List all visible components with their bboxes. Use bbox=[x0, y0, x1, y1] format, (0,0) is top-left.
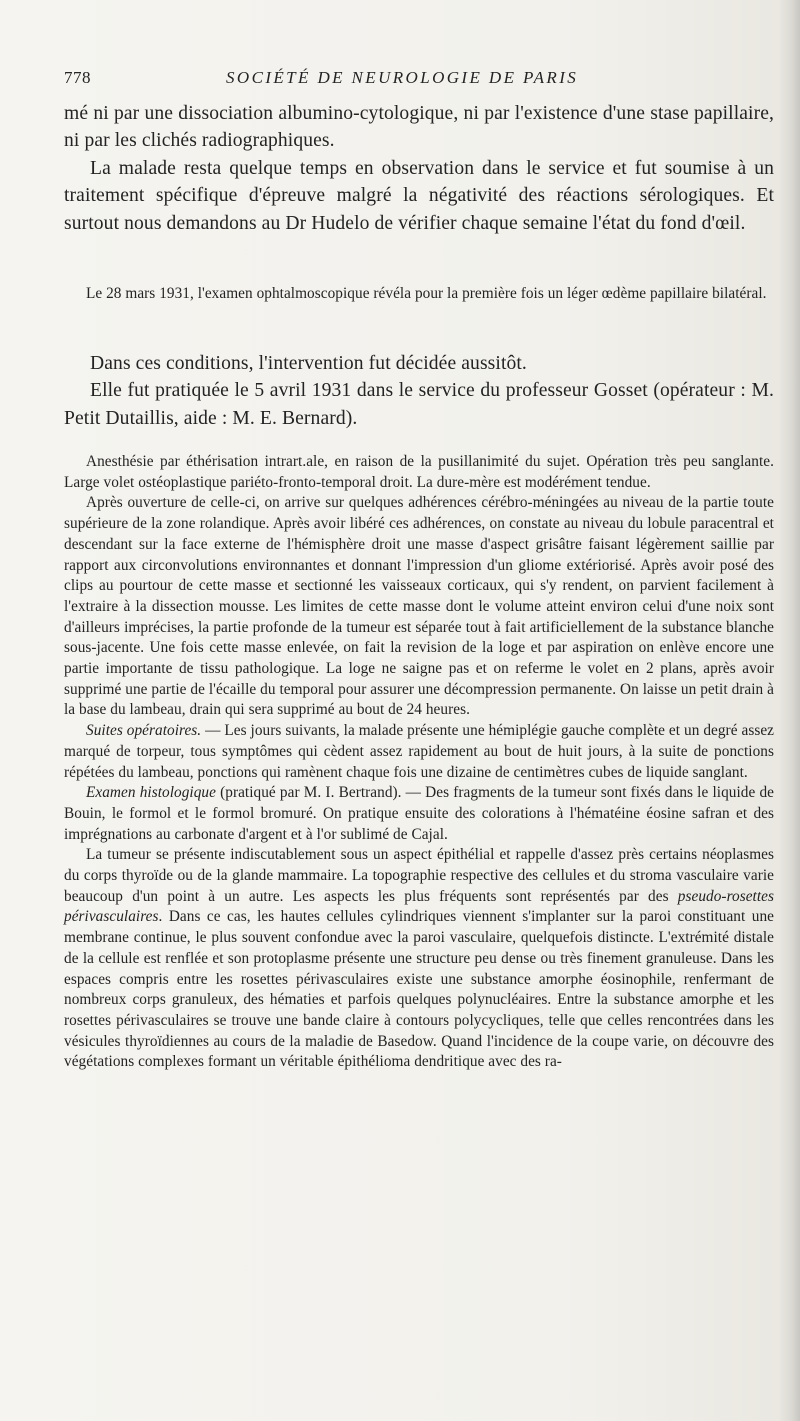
paragraph-operation: Elle fut pratiquée le 5 avril 1931 dans le service du professeur Gosset (opérateur : M. Petit Dutaillis, aide : M. E. Bernard). bbox=[64, 380, 774, 429]
running-head bbox=[64, 68, 764, 92]
paragraph-decision: Dans ces conditions, l'intervention fut décidée aussitôt. bbox=[90, 353, 527, 374]
heading-suites-operatoires: Suites opératoires. bbox=[86, 722, 202, 740]
paragraph-anesthesia: Anesthésie par éthérisation intrart.ale, en raison de la pusillanimité du sujet. Opération très peu sanglante. Large volet ostéoplastique pariéto-fronto-temporal droit. La dure-mère est modérément tendue. bbox=[64, 453, 774, 491]
paragraph-ophthalmoscopy: Le 28 mars 1931, l'examen ophtalmoscopique révéla pour la première fois un léger œdème papillaire bilatéral. bbox=[86, 285, 767, 302]
text-postoperative: — Les jours suivants, la malade présente une hémiplégie gauche complète et un degré assez marqué de torpeur, tous symptômes qui cèdent assez rapidement au bout de huit jours, à la suite de ponctions répétées du lambeau, ponctions qui ramènent chaque fois une dizaine de centimètres cubes de liquide sanglant. bbox=[64, 722, 774, 781]
text-tumor-a: La tumeur se présente indiscutablement sous un aspect épithélial et rappelle d'assez près certains néoplasmes du corps thyroïde ou de la glande mammaire. La topographie respective des cellules et du stroma vasculaire varie beaucoup d'un point à un autre. Les aspects les plus fréquents sont représentés par des bbox=[64, 846, 774, 905]
paragraph-treatment: La malade resta quelque temps en observation dans le service et fut soumise à un traitement spécifique d'épreuve malgré la négativité des réactions sérologiques. Et surtout nous demandons au Dr Hudelo de vérifier chaque semaine l'état du fond d'œil. bbox=[64, 157, 774, 234]
paragraph-continuation: mé ni par une dissociation albumino-cytologique, ni par l'existence d'une stase papillaire, ni par les clichés radiographiques. bbox=[64, 103, 774, 152]
body-small-block-1 bbox=[64, 284, 774, 305]
paragraph-histology bbox=[64, 783, 774, 845]
body-small-block-2 bbox=[64, 452, 774, 1073]
paragraph-surgery-details: Après ouverture de celle-ci, on arrive sur quelques adhérences cérébro-méningées au niveau de la partie toute supérieure de la zone rolandique. Après avoir libéré ces adhérences, on constate au niveau du lobule paracentral et descendant sur la face externe de l'hémisphère droit une masse d'aspect grisâtre faisant légèrement saillie par rapport aux circonvolutions environnantes et donnant l'impression d'un gliome extériorisé. Après avoir posé des clips au pourtour de cette masse et sectionné les vaisseaux corticaux, qui s'y rendent, on parvient facilement à l'extraire à la dissection mousse. Les limites de cette masse dont le volume atteint environ celui d'une noix sont d'ailleurs imprécises, la partie profonde de la tumeur est séparée tout à fait artificiellement de la substance blanche sous-jacente. Une fois cette masse enlevée, on fait la revision de la loge et par aspiration on enlève encore une partie importante de tissu pathologique. La loge ne saigne pas et on referme le volet en 2 plans, après avoir supprimé une partie de l'écaille du temporal pour assurer une décompression permanente. On laisse un petit drain à la base du lambeau, drain qui sera supprimé au bout de 24 heures. bbox=[64, 494, 774, 719]
body-large-block-1 bbox=[64, 100, 774, 237]
heading-examen-histologique: Examen histologique bbox=[86, 784, 216, 802]
running-title: SOCIÉTÉ DE NEUROLOGIE DE PARIS bbox=[226, 68, 579, 87]
term-pseudo-rosettes: pseudo-rosettes périvasculaires bbox=[64, 887, 774, 926]
paragraph-postoperative bbox=[64, 721, 774, 783]
paragraph-tumor-description bbox=[64, 845, 774, 1073]
text-tumor-b: . Dans ce cas, les hautes cellules cylindriques viennent s'implanter sur la paroi constituant une membrane continue, le plus souvent confondue avec la paroi vasculaire, quelquefois distincte. L'extrémité distale de la cellule est renflée et son protoplasme présente une structure peu dense ou très finement granuleuse. Dans les espaces compris entre les rosettes périvasculaires existe une substance amorphe éosinophile, renfermant de nombreux corps granuleux, des hématies et parfois quelques polynucléaires. Entre la substance amorphe et les rosettes périvasculaires se trouve une bande claire à contours polycycliques, telle que celles rencontrées dans les vésicules thyroïdiennes au cours de la maladie de Basedow. Quand l'incidence de la coupe varie, on découvre des végétations complexes formant un véritable épithélioma dendritique avec des ra- bbox=[64, 908, 774, 1071]
text-histology: (pratiqué par M. I. Bertrand). — Des fragments de la tumeur sont fixés dans le liquide de Bouin, le formol et le formol bromuré. On pratique ensuite des colorations à l'hématéine éosine safran et des imprégnations au carbonate d'argent et à l'or sublimé de Cajal. bbox=[64, 784, 774, 843]
page-edge-shadow bbox=[778, 0, 800, 1421]
page-number: 778 bbox=[64, 68, 91, 87]
body-large-block-2 bbox=[64, 350, 774, 432]
